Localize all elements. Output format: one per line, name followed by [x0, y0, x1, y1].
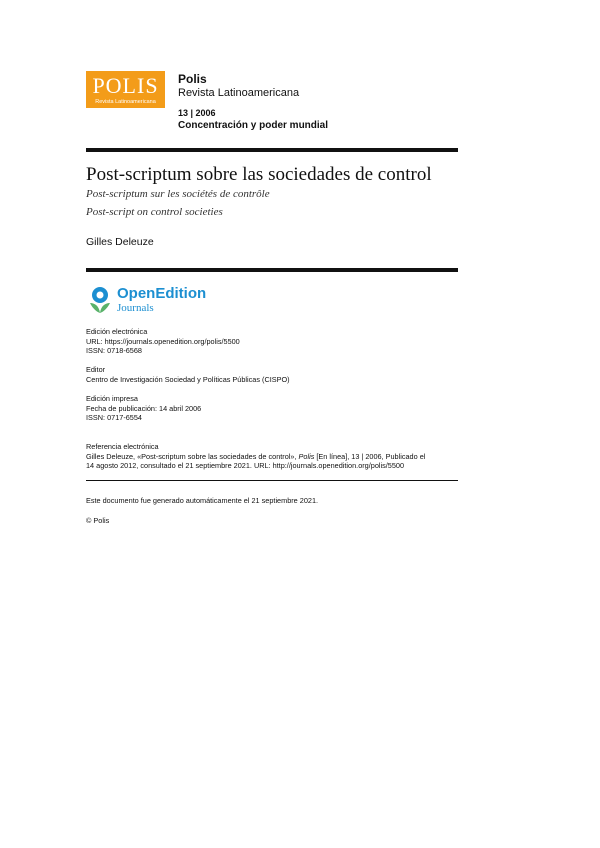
issue-theme: Concentración y poder mundial — [178, 120, 329, 131]
print-heading: Edición impresa — [86, 394, 138, 403]
logo-subtitle: Revista Latinoamericana — [95, 99, 156, 105]
electronic-url[interactable]: URL: https://journals.openedition.org/polis/5500 — [86, 336, 240, 346]
reference-line-2[interactable]: 14 agosto 2012, consultado el 21 septiembre 2021. URL: http://journals.openedition.org/polis/5500 — [86, 461, 405, 470]
article-title-fr: Post-scriptum sur les sociétés de contrôle — [86, 188, 270, 200]
reference-text-1: Gilles Deleuze, «Post-scriptum sobre las sociedades de control», — [86, 451, 299, 461]
article-title-en: Post-script on control societies — [86, 206, 223, 218]
print-issn: ISSN: 0717-6554 — [86, 413, 142, 422]
reference-heading: Referencia electrónica — [86, 442, 159, 451]
openedition-logo-icon — [88, 286, 112, 314]
article-author: Gilles Deleuze — [86, 236, 154, 248]
logo-word: POLIS — [92, 73, 159, 98]
reference-journal: Polis — [298, 451, 315, 461]
middle-divider — [86, 268, 458, 272]
journal-subtitle: Revista Latinoamericana — [178, 87, 300, 99]
reference-text-2: [En línea], 13 | 2006, Publicado el — [314, 451, 426, 461]
print-edition — [86, 394, 201, 423]
article-title: Post-scriptum sobre las sociedades de control — [86, 164, 432, 185]
electronic-reference — [86, 442, 425, 471]
openedition-journals: Journals — [117, 302, 154, 314]
bottom-divider — [86, 480, 458, 481]
electronic-heading: Edición electrónica — [86, 327, 148, 336]
editor-block — [86, 365, 290, 384]
editor-heading: Editor — [86, 365, 106, 374]
openedition-name: OpenEdition — [117, 285, 207, 302]
journal-logo — [86, 71, 165, 108]
electronic-issn: ISSN: 0718-6568 — [86, 346, 142, 355]
reference-line-1 — [86, 452, 425, 462]
copyright: © Polis — [86, 516, 110, 525]
editor-name: Centro de Investigación Sociedad y Políticas Públicas (CISPO) — [86, 374, 290, 384]
journal-name: Polis — [178, 72, 207, 86]
electronic-edition — [86, 327, 240, 356]
print-date: Fecha de publicación: 14 abril 2006 — [86, 403, 202, 413]
top-divider — [86, 148, 458, 152]
issue-number: 13 | 2006 — [178, 108, 216, 118]
generated-note: Este documento fue generado automáticamente el 21 septiembre 2021. — [86, 496, 319, 505]
